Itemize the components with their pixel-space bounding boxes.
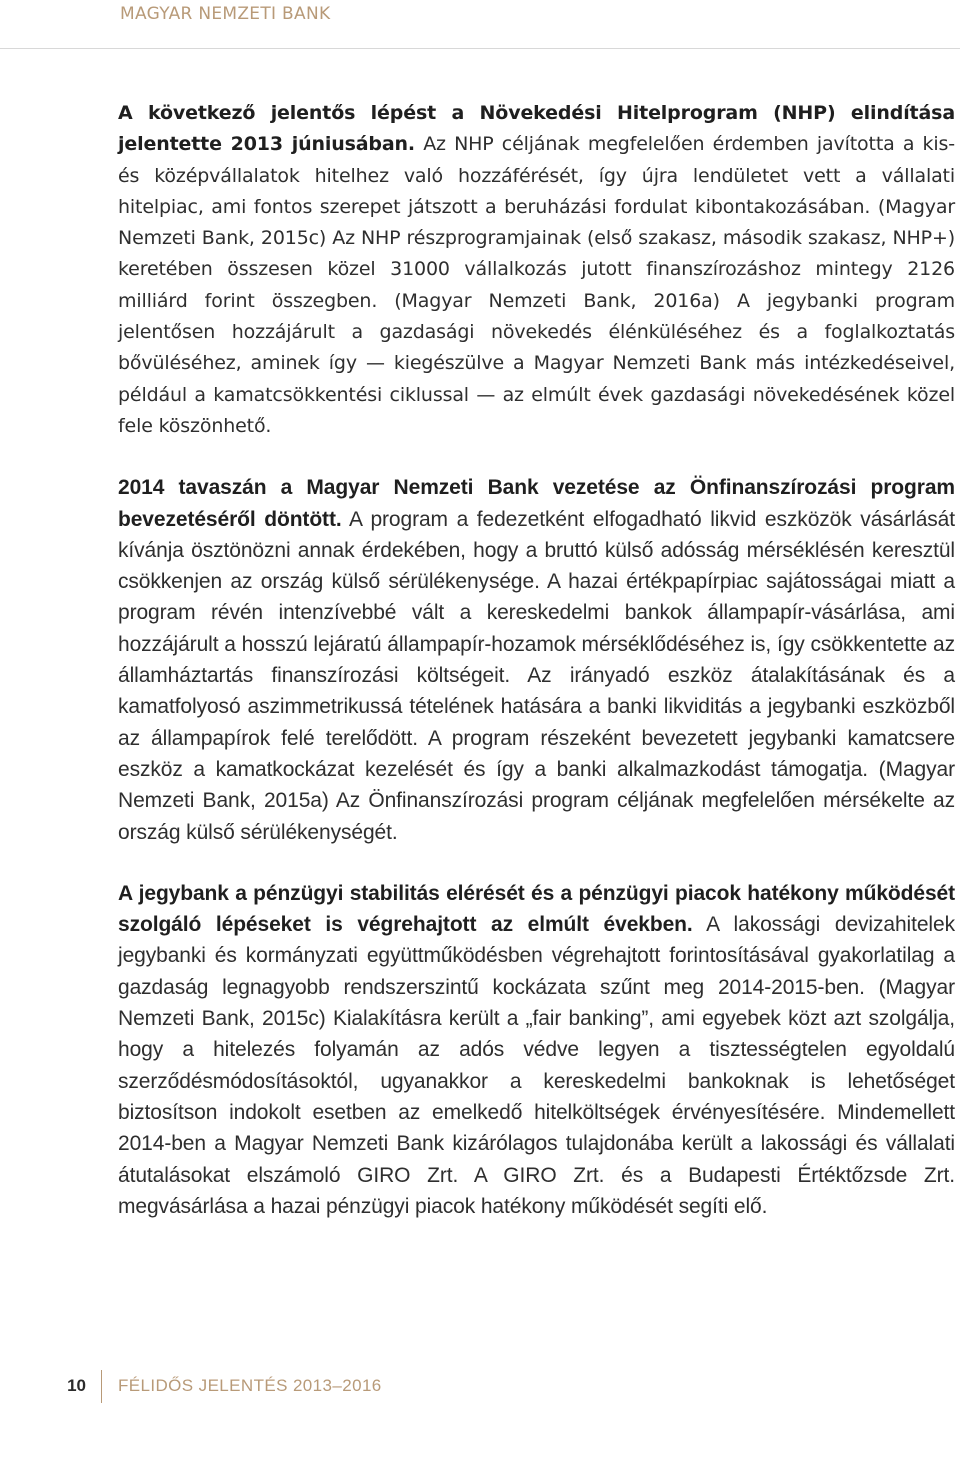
- paragraph-financial-stability-lead: A jegybank a pénzügyi stabilitás elérését és a pénzügyi piacok hatékony működését szolgáló lépéseket is végrehajtott az elmúlt években.: [118, 881, 955, 937]
- footer-report-title: FÉLIDŐS JELENTÉS 2013–2016: [118, 1376, 382, 1395]
- paragraph-nhp-lead: A következő jelentős lépést a Növekedési Hitelprogram (NHP) elindítása jelentette 2013 júniusában.: [118, 102, 955, 156]
- paragraph-self-financing: [118, 472, 955, 848]
- paragraph-nhp-body: Az NHP céljának megfelelően érdemben javította a kis- és középvállalatok hitelhez való hozzáférését, így újra lendületet vett a vállalati hitelpiac, ami fontos szerepet játszott a beruházási fordulat kibontakozásában. (Magyar Nemzeti Bank, 2015c) Az NHP részprogramjainak (első szakasz, második szakasz, NHP+) keretében összesen közel 31000 vállalkozás jutott finanszírozáshoz mintegy 2126 milliárd forint összegben. (Magyar Nemzeti Bank, 2016a) A jegybanki program jelentősen hozzájárult a gazdasági növekedés élénküléséhez és a foglalkoztatás bővüléséhez, aminek így — kiegészülve a Magyar Nemzeti Bank más intézkedéseivel, például a kamatcsökkentési ciklussal — az elmúlt évek gazdasági növekedésének közel fele köszönhető.: [118, 133, 955, 437]
- paragraph-self-financing-lead: 2014 tavaszán a Magyar Nemzeti Bank vezetése az Önfinanszírozási program bevezetéséről döntött.: [118, 476, 955, 531]
- paragraph-financial-stability-body: A lakossági devizahitelek jegybanki és kormányzati együttműködésben végrehajtott forintosításával gyakorlatilag a gazdaság legnagyobb rendszerszintű kockázata szűnt meg 2014-2015-ben. (Magyar Nemzeti Bank, 2015c) Kialakításra került a „fair banking”, ami egyebek közt azt szolgálja, hogy a hitelezés folyamán az adós védve legyen a tisztességtelen egyoldalú szerződésmódosításoktól, ugyanakkor a kereskedelmi bankoknak is lehetőséget biztosítson indokolt esetben az emelkedő hitelköltségek érvényesítésére. Mindemellett 2014-ben a Magyar Nemzeti Bank kizárólagos tulajdonába került a lakossági és vállalati átutalásokat elszámoló GIRO Zrt. A GIRO Zrt. és a Budapesti Értéktőzsde Zrt. megvásárlása a hazai pénzügyi piacok hatékony működését segíti elő.: [118, 913, 955, 1218]
- running-header-title: MAGYAR NEMZETI BANK: [120, 4, 331, 24]
- running-header: [0, 0, 960, 50]
- page-number: 10: [67, 1376, 86, 1395]
- paragraph-financial-stability: [118, 878, 955, 1222]
- footer-divider: [101, 1370, 102, 1403]
- paragraph-self-financing-body: A program a fedezetként elfogadható likvid eszközök vásárlását kívánja ösztönözni annak érdekében, hogy a bruttó külső adósság mérséklésén keresztül csökkenjen az ország külső sérülékenysége. A hazai értékpapírpiac sajátosságai miatt a program révén intenzívebbé vált a kereskedelmi bankok állampapír-vásárlása, ami hozzájárult a hosszú lejáratú állampapír-hozamok mérséklődéséhez is, így csökkentette az államháztartás finanszírozási költségeit. Az irányadó eszköz átalakításának és a kamatfolyosó aszimmetrikussá tételének hatására a banki likviditás a jegybanki eszközből az állampapírok felé terelődött. A program részeként bevezetett jegybanki kamatcsere eszköz a kamatkockázat kezelését és így a banki alkalmazkodást támogatja. (Magyar Nemzeti Bank, 2015a) Az Önfinanszírozási program céljának megfelelően mérsékelte az ország külső sérülékenységét.: [118, 507, 955, 844]
- page-content: [118, 98, 955, 1222]
- paragraph-nhp: [118, 98, 955, 442]
- header-rule: [0, 48, 960, 49]
- page-footer: [0, 1370, 960, 1410]
